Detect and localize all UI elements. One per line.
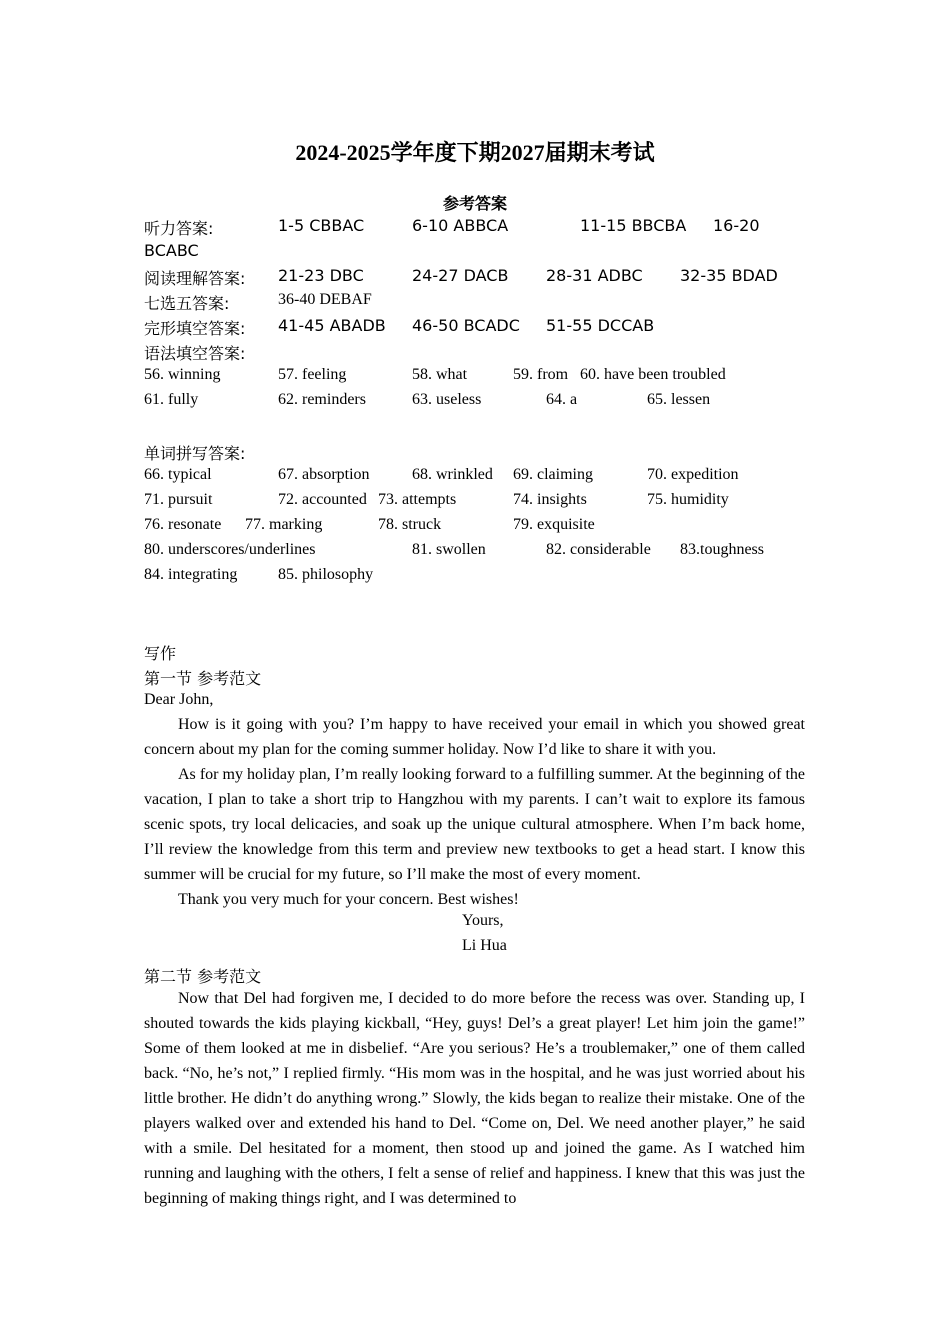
reading-answer-4: 32-35 BDAD xyxy=(680,266,778,285)
spelling-item: 70. expedition xyxy=(647,466,739,483)
spelling-row-3 xyxy=(0,516,950,541)
section1-heading-row xyxy=(0,666,950,691)
listening-row xyxy=(0,216,950,241)
grammar-item: 59. from xyxy=(513,366,569,383)
reading-answer-1: 21-23 DBC xyxy=(278,266,364,285)
cloze-answer-3: 51-55 DCCAB xyxy=(546,316,655,335)
letter-paragraph-3: Thank you very much for your concern. Best wishes! xyxy=(178,891,519,908)
spelling-item: 73. attempts xyxy=(378,491,457,508)
listening-answer-3: 11-15 BBCBA xyxy=(580,216,687,235)
spelling-item: 71. pursuit xyxy=(144,491,213,508)
grammar-label: 语法填空答案: xyxy=(144,344,246,363)
spelling-item: 76. resonate xyxy=(144,516,222,533)
listening-answer-2: 6-10 ABBCA xyxy=(412,216,509,235)
spelling-item: 85. philosophy xyxy=(278,566,374,583)
reading-row xyxy=(0,266,950,291)
cloze-row xyxy=(0,316,950,341)
page-subtitle: 参考答案 xyxy=(442,194,507,213)
reading-answer-2: 24-27 DACB xyxy=(412,266,509,285)
spelling-item: 75. humidity xyxy=(647,491,729,508)
grammar-item: 57. feeling xyxy=(278,366,347,383)
seven-five-answer: 36-40 DEBAF xyxy=(278,291,372,308)
grammar-item: 58. what xyxy=(412,366,468,383)
cloze-label: 完形填空答案: xyxy=(144,319,246,338)
spelling-row-2 xyxy=(0,491,950,516)
letter-closing: Yours, xyxy=(462,912,504,929)
section1-heading: 第一节 参考范文 xyxy=(144,669,262,688)
cloze-answer-2: 46-50 BCADC xyxy=(412,316,520,335)
letter-signature: Li Hua xyxy=(462,937,507,954)
spelling-item: 81. swollen xyxy=(412,541,486,558)
grammar-item: 62. reminders xyxy=(278,391,366,408)
spelling-item: 69. claiming xyxy=(513,466,593,483)
grammar-item: 56. winning xyxy=(144,366,221,383)
letter-paragraph-2: As for my holiday plan, I’m really looking forward to a fulfilling summer. At the beginning of the vacation, I plan to take a short trip to Hangzhou with my parents. I can’t wait to explore its famous scenic spots, try local delicacies, and soak up the unique cultural atmosphere. When I’m back home, I’ll review the knowledge from this term and preview new textbooks to get a head start. I know this summer will be crucial for my future, so I’ll make the most of every moment. xyxy=(144,766,805,883)
grammar-row-1 xyxy=(0,366,950,391)
spelling-item: 72. accounted xyxy=(278,491,367,508)
grammar-row-2 xyxy=(0,391,950,416)
writing-heading-row xyxy=(0,641,950,666)
continuation-paragraph: Now that Del had forgiven me, I decided to do more before the recess was over. Standing up, I shouted towards the kids playing kickball, “Hey, guys! Del’s a great player! Let him join the game!” Some of them looked at me in disbelief. “Are you serious? He’s a troublemaker,” one of them called back. “No, he’s not,” I replied firmly. “His mom was in the hospital, and he was just worried about his little brother. He didn’t do anything wrong.” Slowly, the kids began to realize their mistake. One of the players walked over and extended his hand to Del. “Come on, Del. We need another player,” he said with a smile. Del hesitated for a moment, then stood up and joined the game. As I watched him running and laughing with the others, I felt a sense of relief and happiness. I knew that this was just the beginning of making things right, and I was determined to xyxy=(144,990,805,1207)
page-title: 2024-2025学年度下期2027届期末考试 xyxy=(295,140,655,165)
letter-paragraph-1: How is it going with you? I’m happy to have received your email in which you showed great concern about my plan for the coming summer holiday. Now I’d like to share it with you. xyxy=(144,716,805,758)
spelling-label: 单词拼写答案: xyxy=(144,444,246,463)
spelling-item: 82. considerable xyxy=(546,541,651,558)
spelling-label-row xyxy=(0,441,950,466)
spelling-item: 68. wrinkled xyxy=(412,466,493,483)
reading-answer-3: 28-31 ADBC xyxy=(546,266,643,285)
grammar-item: 61. fully xyxy=(144,391,199,408)
spelling-item: 67. absorption xyxy=(278,466,370,483)
letter-greeting: Dear John, xyxy=(144,691,214,708)
seven-five-label: 七选五答案: xyxy=(144,294,230,313)
grammar-item: 65. lessen xyxy=(647,391,711,408)
grammar-label-row xyxy=(0,341,950,366)
cloze-answer-1: 41-45 ABADB xyxy=(278,316,386,335)
spelling-item: 84. integrating xyxy=(144,566,238,583)
spelling-item: 77. marking xyxy=(245,516,323,533)
seven-five-row xyxy=(0,291,950,316)
reading-label: 阅读理解答案: xyxy=(144,269,246,288)
listening-row-cont xyxy=(0,241,950,266)
grammar-item: 63. useless xyxy=(412,391,482,408)
listening-label: 听力答案: xyxy=(144,219,214,238)
spelling-item: 80. underscores/underlines xyxy=(144,541,316,558)
spelling-item: 78. struck xyxy=(378,516,442,533)
grammar-item: 64. a xyxy=(546,391,578,408)
grammar-item: 60. have been troubled xyxy=(580,366,726,383)
spelling-item: 74. insights xyxy=(513,491,587,508)
section2-heading: 第二节 参考范文 xyxy=(144,967,262,986)
spelling-row-4 xyxy=(0,541,950,566)
spelling-item: 66. typical xyxy=(144,466,212,483)
spelling-row-5 xyxy=(0,566,950,591)
listening-answer-4: 16-20 xyxy=(713,216,760,235)
listening-answer-1: 1-5 CBBAC xyxy=(278,216,365,235)
listening-answer-4-cont: BCABC xyxy=(144,241,199,260)
writing-heading: 写作 xyxy=(144,644,177,663)
spelling-item: 79. exquisite xyxy=(513,516,595,533)
spelling-item: 83.toughness xyxy=(680,541,764,558)
spelling-row-1 xyxy=(0,466,950,491)
